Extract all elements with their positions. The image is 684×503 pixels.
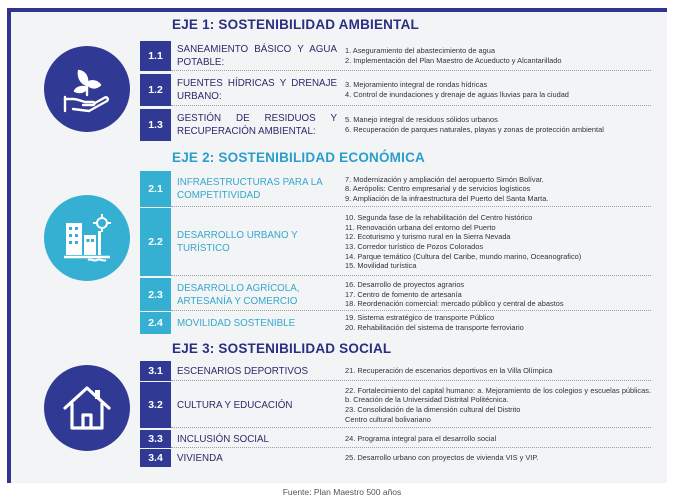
row-divider — [171, 427, 651, 428]
row-number: 3.4 — [140, 449, 171, 467]
row-items — [345, 41, 651, 71]
list-item: 15. Movilidad turística — [345, 261, 417, 271]
list-item: Centro cultural bolivariano — [345, 414, 431, 424]
list-item: 5. Manejo integral de residuos sólidos urbanos — [345, 115, 498, 125]
row-title: GESTIÓN DE RESIDUOS Y RECUPERACIÓN AMBIENTAL: — [177, 113, 337, 137]
list-item: 23. Consolidación de la dimensión cultural del Distrito — [345, 405, 521, 414]
list-item: 3. Mejoramiento integral de rondas hídricas — [345, 80, 488, 90]
eje-3-title: EJE 3: SOSTENIBILIDAD SOCIAL — [172, 341, 392, 356]
list-item: 2. Implementación del Plan Maestro de Acueducto y Alcantarillado — [345, 56, 562, 65]
list-item: 10. Segunda fase de la rehabilitación del Centro histórico — [345, 213, 533, 223]
row-number: 3.3 — [140, 430, 171, 448]
list-item: 21. Recuperación de escenarios deportivos en la Villa Olímpica — [345, 366, 553, 376]
eje-2-title: EJE 2: SOSTENIBILIDAD ECONÓMICA — [172, 150, 425, 165]
row-divider — [171, 70, 651, 71]
hand-plant-icon — [44, 46, 130, 132]
list-item: 8. Aerópolis: Centro empresarial y de servicios logísticos — [345, 184, 531, 194]
left-accent-bar — [7, 8, 11, 483]
eje-1-row — [140, 109, 651, 141]
list-item: 25. Desarrollo urbano con proyectos de vivienda VIS y VIP. — [345, 453, 539, 463]
list-item: 22. Fortalecimiento del capital humano: a. Mejoramiento de los colegios y escuelas públicas. b. Creación de la Universidad Distrital Politécnica. — [345, 385, 651, 405]
top-accent-bar — [7, 8, 667, 12]
eje-2-row — [140, 171, 651, 207]
list-item: 6. Recuperación de parques naturales, playas y zonas de protección ambiental — [345, 125, 604, 134]
eje-1-row — [140, 41, 651, 71]
row-title: ESCENARIOS DEPORTIVOS — [177, 365, 309, 377]
row-number: 2.3 — [140, 278, 171, 311]
eje-3-row — [140, 361, 651, 381]
row-title: INFRAESTRUCTURAS PARA LA COMPETITIVIDAD — [177, 177, 323, 201]
eje-3-row — [140, 449, 651, 467]
list-item: 1. Aseguramiento del abastecimiento de agua — [345, 46, 495, 56]
row-number: 3.2 — [140, 382, 171, 428]
row-divider — [171, 380, 651, 381]
row-number: 2.1 — [140, 171, 171, 207]
row-divider — [171, 310, 651, 311]
list-item: 24. Programa integral para el desarrollo social — [345, 434, 497, 444]
eje-3-row — [140, 382, 651, 428]
row-title: SANEAMIENTO BÁSICO Y AGUA POTABLE: — [177, 44, 337, 68]
eje-2-row — [140, 278, 651, 311]
list-item: 16. Desarrollo de proyectos agrarios — [345, 280, 465, 290]
row-title: VIVIENDA — [177, 452, 223, 464]
house-icon — [44, 365, 130, 451]
row-number: 3.1 — [140, 361, 171, 381]
row-items — [345, 109, 651, 141]
row-number: 2.4 — [140, 312, 171, 334]
city-buildings-icon — [44, 195, 130, 281]
row-number: 1.2 — [140, 74, 171, 106]
list-item: 12. Ecoturismo y turismo rural en la Sierra Nevada — [345, 232, 511, 242]
list-item: 14. Parque temático (Cultura del Caribe, mundo marino, Oceanografico) — [345, 251, 582, 261]
row-items — [345, 449, 651, 467]
row-items — [345, 382, 651, 428]
row-items — [345, 312, 651, 334]
eje-1-row — [140, 74, 651, 106]
row-number: 2.2 — [140, 208, 171, 276]
list-item: 18. Reordenación comercial: mercado público y central de abastos — [345, 299, 564, 309]
list-item: 13. Corredor turístico de Pozos Colorados — [345, 242, 484, 251]
eje-1-title: EJE 1: SOSTENIBILIDAD AMBIENTAL — [172, 17, 419, 32]
row-title: DESARROLLO AGRÍCOLA, ARTESANÍA Y COMERCIO — [177, 282, 300, 307]
list-item: 11. Renovación urbana del entorno del Puerto — [345, 222, 496, 232]
row-title: MOVILIDAD SOSTENIBLE — [177, 317, 296, 329]
row-items — [345, 278, 651, 311]
row-items — [345, 361, 651, 381]
eje-3-row — [140, 430, 651, 448]
row-title: FUENTES HÍDRICAS Y DRENAJE URBANO: — [177, 78, 337, 102]
row-items — [345, 171, 651, 207]
list-item: 4. Control de inundaciones y drenaje de aguas lluvias para la ciudad — [345, 90, 569, 99]
eje-2-row — [140, 208, 651, 276]
row-title: CULTURA Y EDUCACIÓN — [177, 399, 293, 411]
row-divider — [171, 105, 651, 106]
row-number: 1.3 — [140, 109, 171, 141]
row-title: INCLUSIÓN SOCIAL — [177, 433, 270, 445]
list-item: 9. Ampliación de la infraestructura del Puerto del Santa Marta. — [345, 193, 549, 203]
row-divider — [171, 447, 651, 448]
row-items — [345, 208, 651, 276]
eje-2-row — [140, 312, 651, 334]
list-item: 19. Sistema estratégico de transporte Público — [345, 313, 495, 323]
row-divider — [171, 206, 651, 207]
list-item: 17. Centro de fomento de artesanía — [345, 289, 462, 299]
row-items — [345, 430, 651, 448]
row-items — [345, 74, 651, 106]
list-item: 7. Modernización y ampliación del aeropuerto Simón Bolívar. — [345, 174, 544, 184]
row-number: 1.1 — [140, 41, 171, 71]
source-caption: Fuente: Plan Maestro 500 años — [282, 487, 402, 497]
row-title: DESARROLLO URBANO Y TURÍSTICO — [177, 230, 298, 254]
row-divider — [171, 275, 651, 276]
list-item: 20. Rehabilitación del sistema de transporte ferroviario — [345, 323, 524, 332]
